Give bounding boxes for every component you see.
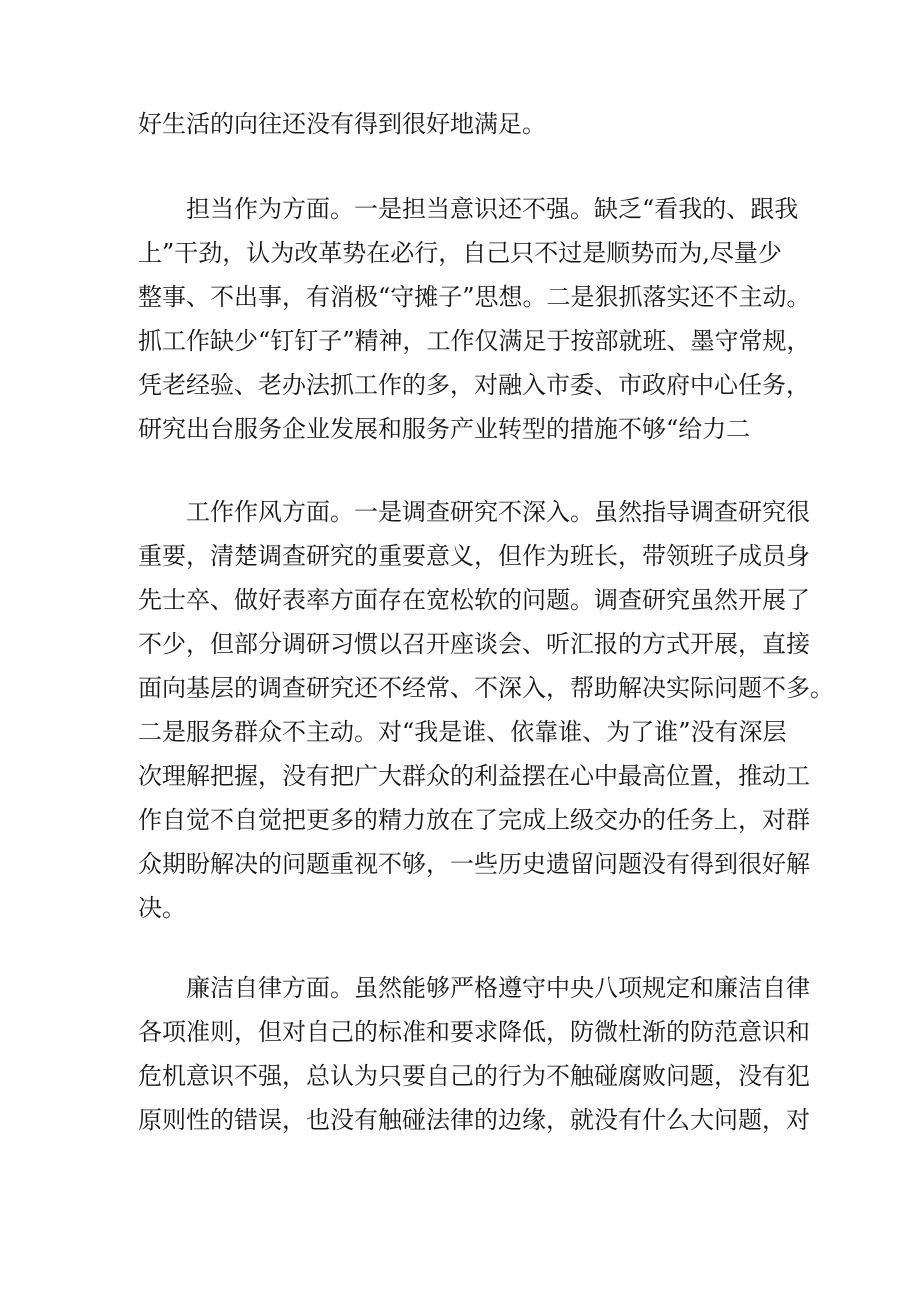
text-line: 凭老经验、老办法抓工作的多，对融入市委、市政府中心任务， xyxy=(138,371,810,399)
text-line: 整事、不出事，有消极“守摊子”思想。二是狠抓落实还不主动。 xyxy=(138,283,811,311)
text-line: 作自觉不自觉把更多的精力放在了完成上级交办的任务上，对群 xyxy=(138,806,810,834)
text-line: 抓工作缺少“钉钉子”精神，工作仅满足于按部就班、墨守常规， xyxy=(138,327,811,355)
text-line: 决。 xyxy=(138,894,186,922)
text-line: 上”干劲，认为改革势在必行，自己只不过是顺势而为,尽量少 xyxy=(138,239,782,267)
paragraph-first-line: 担当作为方面。一是担当意识还不强。缺乏“看我的、跟我 xyxy=(186,195,799,223)
text-line: 原则性的错误，也没有触碰法律的边缘，就没有什么大问题，对 xyxy=(138,1106,810,1134)
text-line: 不少，但部分调研习惯以召开座谈会、听汇报的方式开展，直接 xyxy=(138,630,810,658)
text-line: 各项准则，但对自己的标准和要求降低，防微杜渐的防范意识和 xyxy=(138,1018,810,1046)
paragraph-first-line: 廉洁自律方面。虽然能够严格遵守中央八项规定和廉洁自律 xyxy=(186,974,810,1002)
text-line: 二是服务群众不主动。对“我是谁、依靠谁、为了谁”没有深层 xyxy=(138,718,787,746)
text-line: 研究出台服务企业发展和服务产业转型的措施不够“给力二 xyxy=(138,415,751,443)
text-line: 重要，清楚调查研究的重要意义，但作为班长，带领班子成员身 xyxy=(138,542,810,570)
text-line: 先士卒、做好表率方面存在宽松软的问题。调查研究虽然开展了 xyxy=(138,586,810,614)
text-line: 好生活的向往还没有得到很好地满足。 xyxy=(138,110,546,138)
text-line: 众期盼解决的问题重视不够，一些历史遗留问题没有得到很好解 xyxy=(138,850,810,878)
text-line: 危机意识不强，总认为只要自己的行为不触碰腐败问题，没有犯 xyxy=(138,1062,810,1090)
text-line: 面向基层的调查研究还不经常、不深入，帮助解决实际问题不多。 xyxy=(138,674,834,702)
paragraph-first-line: 工作作风方面。一是调查研究不深入。虽然指导调查研究很 xyxy=(186,498,810,526)
text-line: 次理解把握，没有把广大群众的利益摆在心中最高位置，推动工 xyxy=(138,762,810,790)
